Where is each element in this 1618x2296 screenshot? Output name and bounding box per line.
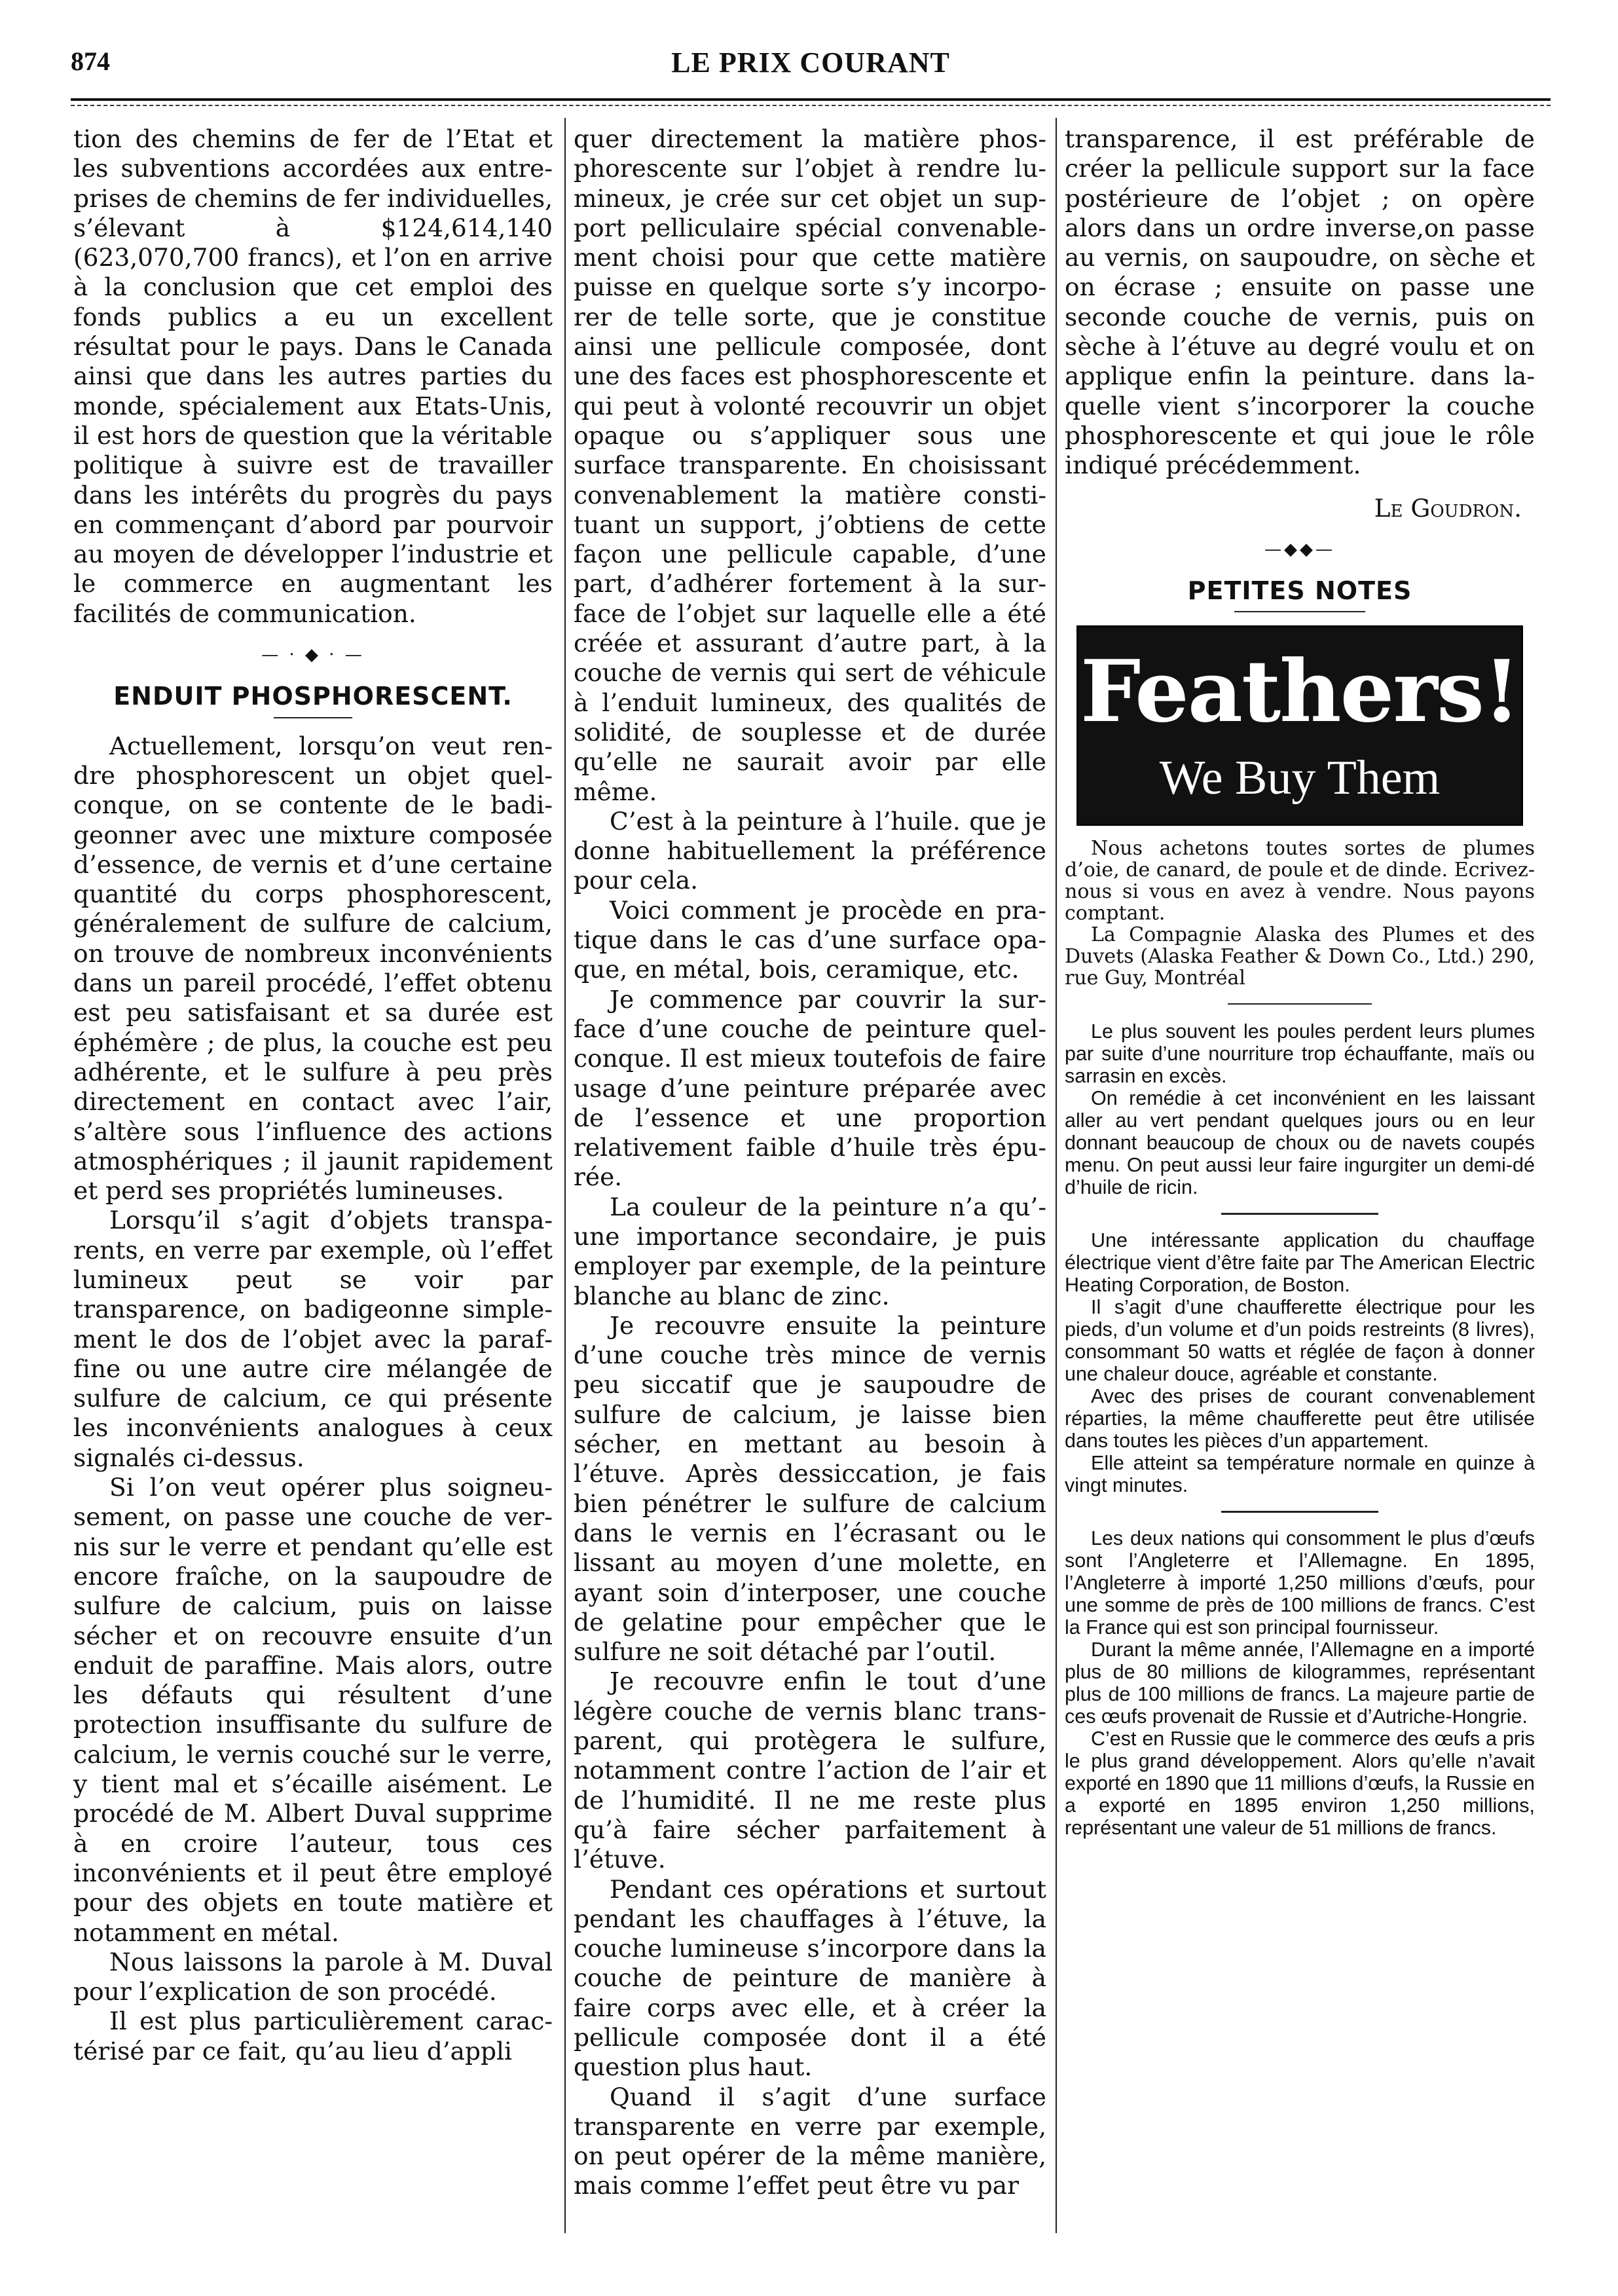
section-heading: PETITES NOTES [1187,576,1412,606]
note-paragraph: Le plus souvent les poules perdent leurs plumes par suite d’une nourriture trop échauffante, maïs ou sarrasin en excès. [1065,1020,1535,1088]
body-paragraph: Voici comment je procède en pratique dans le cas d’une surface opaque, en métal, bois, ceramique, etc. [574,895,1046,984]
body-paragraph: Quand il s’agit d’une surface transparente en verre par exemple, on peut opérer de la même manière, mais comme l’effet peut être vu par [574,2082,1046,2200]
note-separator [1221,1511,1378,1513]
note-paragraph: Elle atteint sa température normale en quinze à vingt minutes. [1065,1452,1535,1497]
heading-rule [1234,611,1365,612]
body-paragraph: Je recouvre ensuite la peinture d’une couche très mince de vernis peu siccatif que je saupoudre de sulfure de calcium, je laisse bien sécher, en mettant au besoin à l’étuve. Après dessiccation, je fais bien pénétrer le sulfure de calcium dans le vernis en l’écrasant ou le lissant au moyen d’une molette, en ayant soin d’interposer, une couche de gelatine pour empêcher que le sulfure ne soit détaché par l’outil. [574,1310,1046,1667]
column-divider [1056,118,1057,2233]
body-paragraph: Nous laissons la parole à M. Duval pour l’explication de son procédé. [73,1947,553,2007]
note-electric-heater [1065,1229,1535,1496]
article-heading: ENDUIT PHOSPHORESCENT. [113,682,513,711]
note-separator [1228,1003,1372,1005]
column-1 [73,124,553,2066]
section-ornament: —◆◆— [1264,539,1335,559]
note-paragraph: On remédie à cet inconvénient en les laissant aller au vert pendant quelques jours ou en leur donnant beaucoup de choux ou de navets coupés menu. On peut aussi leur faire ingurgiter un demi-dé d’huile de ricin. [1065,1087,1535,1199]
body-paragraph: Lorsqu’il s’agit d’objets transparents, en verre par exemple, où l’effet lumineux peut se voir par transparence, on badigeonne simplement le dos de l’objet avec la paraffine ou une autre cire mélangée de sulfure de calcium, ce qui présente les inconvénients analogues à ceux signalés ci-dessus. [73,1206,553,1472]
body-paragraph: tion des chemins de fer de l’Etat et les subventions accordées aux entreprises de chemins de fer individuelles, s’élevant à $124,614,140 (623,070,700 francs), et l’on en arrive à la conclusion que cet emploi des fonds publics a eu un excellent résultat pour le pays. Dans le Canada ainsi que dans les autres parties du monde, spécialement aux Etats-Unis, il est hors de question que la véritable politique à suivre est de travailler dans les intérêts du progrès du pays en commençant d’abord par pourvoir au moyen de développer l’industrie et le commerce en augmentant les facilités de communication. [73,124,553,628]
column-divider [564,118,566,2233]
body-paragraph: C’est à la peinture à l’huile. que je donne habituellement la préférence pour cela. [574,806,1046,895]
page-number: 874 [71,46,110,76]
note-paragraph: Les deux nations qui consomment le plus d’œufs sont l’Angleterre et l’Allemagne. En 1895, l’Angleterre à importé 1,250 millions d’œufs, pour une somme de près de 100 millions de francs. C’est la France qui est son principal fournisseur. [1065,1527,1535,1639]
body-paragraph: transparence, il est préférable de créer la pellicule support sur la face postérieure de l’objet ; on opère alors dans un ordre inverse,on passe au vernis, on saupoudre, on sèche et on écrase ; ensuite on passe une seconde couche de vernis, puis on sèche à l’étuve au degré voulu et on applique enfin la peinture. dans laquelle vient s’incorporer la couche phosphorescente et qui joue le rôle indiqué précédemment. [1065,124,1535,480]
note-separator [1221,1213,1378,1215]
note-paragraph: Une intéressante application du chauffage électrique vient d’être faite par The American Electric Heating Corporation, de Boston. [1065,1229,1535,1297]
body-paragraph: Je recouvre enfin le tout d’une légère couche de vernis blanc transparent, qui protègera le sulfure, notamment contre l’action de l’air et de l’humidité. Il ne me reste plus qu’à faire sécher parfaitement à l’étuve. [574,1667,1046,1874]
ad-text: Nous achetons toutes sortes de plumes d’oie, de canard, de poule et de dinde. Ecrivez-nous si vous en avez à vendre. Nous payons comptant. [1065,837,1535,925]
note-paragraph: Avec des prises de courant convenablement réparties, la même chaufferette peut être utilisée dans toutes les pièces d’un appartement. [1065,1385,1535,1453]
ad-headline: Feathers! [1080,641,1520,742]
header-rule [71,98,1551,101]
ad-subline: We Buy Them [1159,751,1441,805]
feathers-advertisement [1076,625,1523,826]
page-header [71,46,1551,92]
body-paragraph: Pendant ces opérations et surtout pendant les chauffages à l’étuve, la couche lumineuse s’incorpore dans la couche de peinture de manière à faire corps avec elle, et à créer la pellicule composée dont il a été question plus haut. [574,1874,1046,2082]
note-paragraph: C’est en Russie que le commerce des œufs a pris le plus grand développement. Alors qu’elle n’avait exporté en 1890 que 11 millions d’œufs, la Russie en a exporté en 1895 environ 1,250 millions, représentant une valeur de 51 millions de francs. [1065,1728,1535,1840]
article-signature: Le Goudron. [1374,493,1522,523]
body-paragraph: quer directement la matière phosphorescente sur l’objet à rendre lumineux, je crée sur cet objet un support pelliculaire spécial convenablement choisi pour que cette matière puisse en quelque sorte s’y incorporer de telle sorte, que je constitue ainsi une pellicule composée, dont une des faces est phosphorescente et qui peut à volonté recouvrir un objet opaque ou s’appliquer sous une surface transparente. En choisissant convenablement la matière constituant un support, j’obtiens de cette façon une pellicule capable, d’une part, d’adhérer fortement à la surface de l’objet sur laquelle elle a été créée et assurant d’autre part, à la couche de vernis qui sert de véhicule à l’enduit lumineux, des qualités de solidité, de souplesse et de durée qu’elle ne saurait avoir par elle même. [574,124,1046,806]
body-paragraph: Actuellement, lorsqu’on veut rendre phosphorescent un objet quelconque, on se contente de le badigeonner avec une mixture composée d’essence, de vernis et d’une certaine quantité du corps phosphorescent, généralement de sulfure de calcium, on trouve de nombreux inconvénients dans un pareil procédé, l’effet obtenu est peu satisfaisant et sa durée est éphémère ; de plus, la couche est peu adhérente, et le sulfure à peu près directement en contact avec l’air, s’altère sous l’influence des actions atmosphériques ; il jaunit rapidement et perd ses propriétés lumineuses. [73,731,553,1206]
note-poultry [1065,1020,1535,1198]
body-paragraph: Si l’on veut opérer plus soigneusement, on passe une couche de vernis sur le verre et pendant qu’elle est encore fraîche, on la saupoudre de sulfure de calcium, puis on laisse sécher et on recouvre ensuite d’un enduit de paraffine. Mais alors, outre les défauts qui résultent d’une protection insuffisante du sulfure de calcium, le vernis couché sur le verre, y tient mal et s’écaille aisément. Le procédé de M. Albert Duval supprime à en croire l’auteur, tous ces inconvénients et il peut être employé pour des objets en toute matière et notamment en métal. [73,1473,553,1947]
section-ornament: — · ◆ · — [261,645,365,665]
column-2 [574,124,1046,2201]
note-eggs-trade [1065,1527,1535,1839]
body-paragraph: La couleur de la peinture n’a qu’une importance secondaire, je puis employer par exemple, de la peinture blanche au blanc de zinc. [574,1192,1046,1310]
header-rule-dashed [71,105,1551,106]
ad-company: La Compagnie Alaska des Plumes et des Duvets (Alaska Feather & Down Co., Ltd.) 290, rue Guy, Montréal [1065,923,1535,990]
heading-rule [274,717,352,718]
running-title: LE PRIX COURANT [671,46,950,79]
note-paragraph: Il s’agit d’une chaufferette électrique pour les pieds, d’un volume et d’un poids restreints (8 livres), consommant 50 watts et réglée de façon à donner une chaleur douce, agréable et constante. [1065,1296,1535,1386]
ad-text-block [1065,838,1535,989]
body-paragraph: Je commence par couvrir la surface d’une couche de peinture quelconque. Il est mieux toutefois de faire usage d’une peinture préparée avec de l’essence et une proportion relativement faible d’huile très épurée. [574,984,1046,1192]
body-paragraph: Il est plus particulièrement caractérisé par ce fait, qu’au lieu d’appli [73,2007,553,2065]
note-paragraph: Durant la même année, l’Allemagne en a importé plus de 80 millions de kilogrammes, représentant plus de 100 millions de francs. La majeure partie de ces œufs provenait de Russie et d’Autriche-Hongrie. [1065,1639,1535,1728]
column-3 [1065,124,1535,1839]
